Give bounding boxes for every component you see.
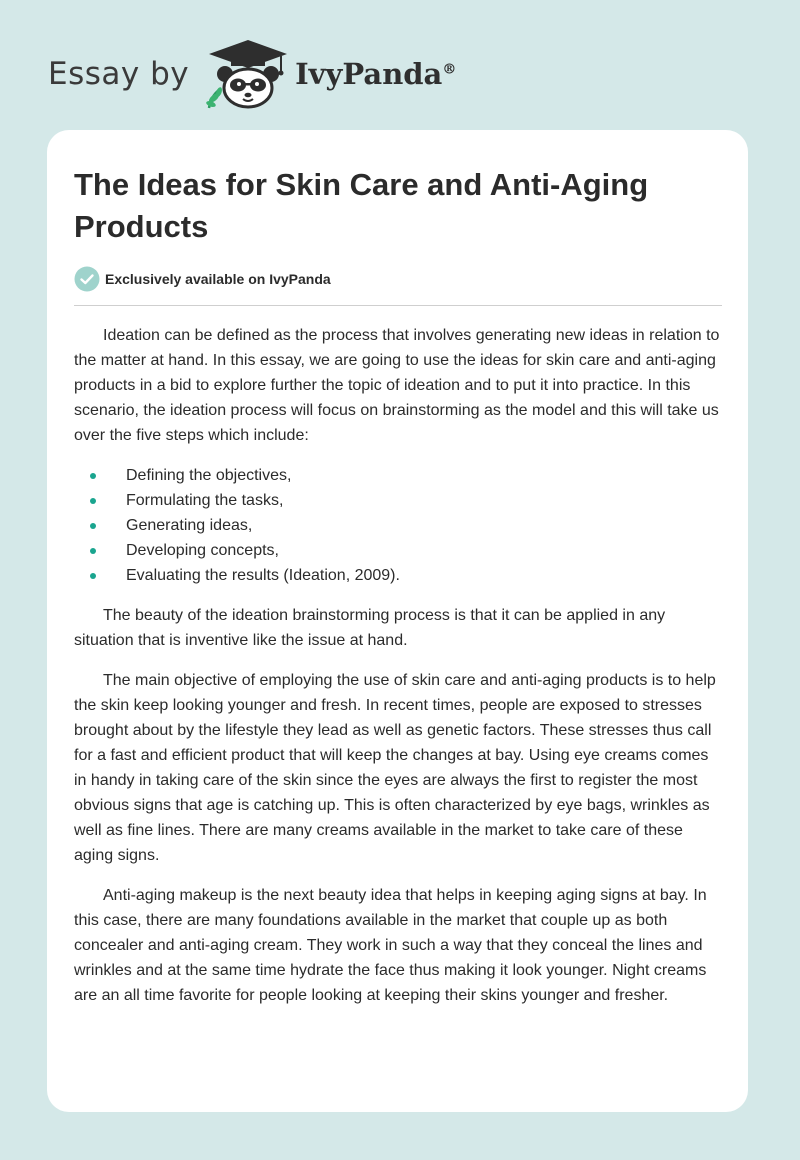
brand-name: IvyPanda®: [295, 57, 457, 91]
exclusive-badge: [74, 266, 722, 306]
check-circle-icon: [74, 266, 100, 292]
bullet-dot-icon: [90, 473, 96, 479]
intro-paragraph: Ideation can be defined as the process that involves generating new ideas in relation to the matter at hand. In this essay, we are going to use the ideas for skin care and anti-aging products in a bid to explore further the topic of ideation and to put it into practice. In this scenario, the ideation process will focus on brainstorming as the model and this will take us over the five steps which include:: [74, 327, 720, 444]
page-title: The Ideas for Skin Care and Anti-Aging Products: [74, 167, 649, 244]
brand-prefix: Essay by: [48, 56, 190, 92]
list-item: Formulating the tasks,: [74, 488, 722, 513]
body-paragraph: The beauty of the ideation brainstorming process is that it can be applied in any situation that is inventive like the issue at hand.: [74, 607, 666, 649]
exclusive-label: Exclusively available on IvyPanda: [105, 271, 331, 287]
site-brand[interactable]: [48, 38, 456, 110]
body-paragraph: The main objective of employing the use of skin care and anti-aging products is to help the skin keep looking younger and fresh. In recent times, people are exposed to stresses brought about by the lifestyle they lead as well as genetic factors. These stresses thus call for a fast and efficient product that will keep the changes at bay. Using eye creams comes in handy in taking care of the skin since the eyes are always the first to register the most obvious signs that age is catching up. This is often characterized by eye bags, wrinkles as well as fine lines. There are many creams available in the market to take care of these aging signs.: [74, 672, 716, 864]
list-item: Evaluating the results (Ideation, 2009).: [74, 563, 722, 588]
list-item: Defining the objectives,: [74, 463, 722, 488]
list-item: Developing concepts,: [74, 538, 722, 563]
bullet-dot-icon: [90, 573, 96, 579]
steps-list: [74, 463, 722, 588]
body-paragraph: Anti-aging makeup is the next beauty idea that helps in keeping aging signs at bay. In this case, there are many foundations available in the market that couple up as both concealer and anti-aging cream. They work in such a way that they conceal the lines and wrinkles and at the same time hydrate the face thus making it look younger. Night creams are an all time favorite for people looking at keeping their skins younger and fresher.: [74, 887, 707, 1004]
list-item: Generating ideas,: [74, 513, 722, 538]
panda-graduate-icon: [203, 38, 293, 110]
bullet-dot-icon: [90, 498, 96, 504]
bullet-dot-icon: [90, 523, 96, 529]
bullet-dot-icon: [90, 548, 96, 554]
essay-card: [47, 130, 748, 1112]
essay-body: [74, 323, 722, 1008]
